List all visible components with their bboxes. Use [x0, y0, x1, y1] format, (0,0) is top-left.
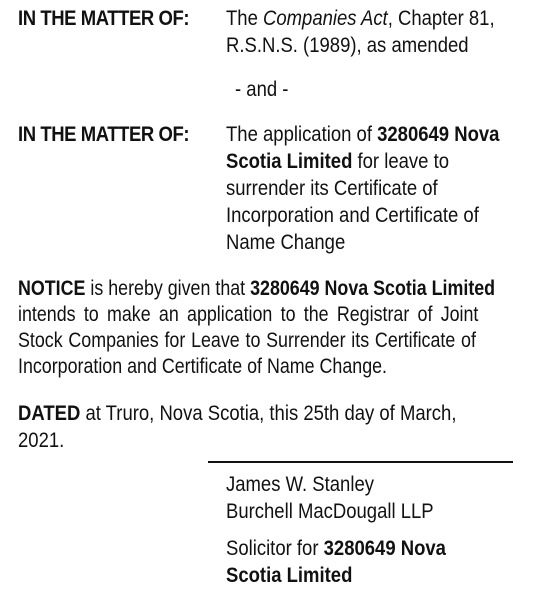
matter-2-label: IN THE MATTER OF:: [18, 122, 190, 146]
matter-1-label: IN THE MATTER OF:: [18, 6, 190, 30]
solicitor-name: James W. Stanley: [226, 472, 374, 496]
notice-line-2: intends to make an application to the Registrar of Joint: [18, 302, 479, 326]
law-firm: Burchell MacDougall LLP: [226, 499, 434, 523]
dated-line-1: DATED at Truro, Nova Scotia, this 25th day of March,: [18, 401, 457, 425]
notice-line-1: NOTICE is hereby given that 3280649 Nova Scotia Limited: [18, 276, 496, 300]
matter-2-line-1: IN THE MATTER OF: The application of 3280649 Nova: [18, 122, 500, 146]
dated-line-2: 2021.: [18, 428, 65, 452]
dated-lead: DATED: [18, 401, 81, 425]
act-name: Companies Act: [263, 6, 388, 30]
company-name: 3280649 Nova: [323, 536, 446, 560]
notice-line-4: Incorporation and Certificate of Name Change.: [18, 354, 388, 378]
company-name: 3280649 Nova Scotia Limited: [250, 276, 496, 300]
and-separator: - and -: [235, 77, 289, 101]
company-name: Scotia Limited: [226, 149, 353, 173]
legal-notice: IN THE MATTER OF: The Companies Act, Chapter 81, R.S.N.S. (1989), as amended - and - IN THE MATTER OF: The application of 3280649 Nova Scotia Limited for leave to surrender its Certificate of Incorporation and Certificate of Name Change NOTICE is hereby given that 3280649 Nova Scotia Limited intends to make an application to the Registrar of Joint Stock Companies for Leave to Surrender its Certificate of Incorporation and Certificate of Name Change. DATED at Truro, Nova Scotia, this 25th day of March, 2021. James W. Stanley Burchell MacDougall LLP Solicitor for 3280649 Nova Scotia Limited: [0, 0, 534, 600]
notice-lead: NOTICE: [18, 276, 86, 300]
notice-line-3: Stock Companies for Leave to Surrender its Certificate of: [18, 328, 476, 352]
company-name: Scotia Limited: [226, 563, 353, 587]
signature-line: [208, 461, 513, 463]
company-name: 3280649 Nova: [377, 122, 500, 146]
matter-1-line-1: IN THE MATTER OF: The Companies Act, Chapter 81,: [18, 6, 495, 30]
